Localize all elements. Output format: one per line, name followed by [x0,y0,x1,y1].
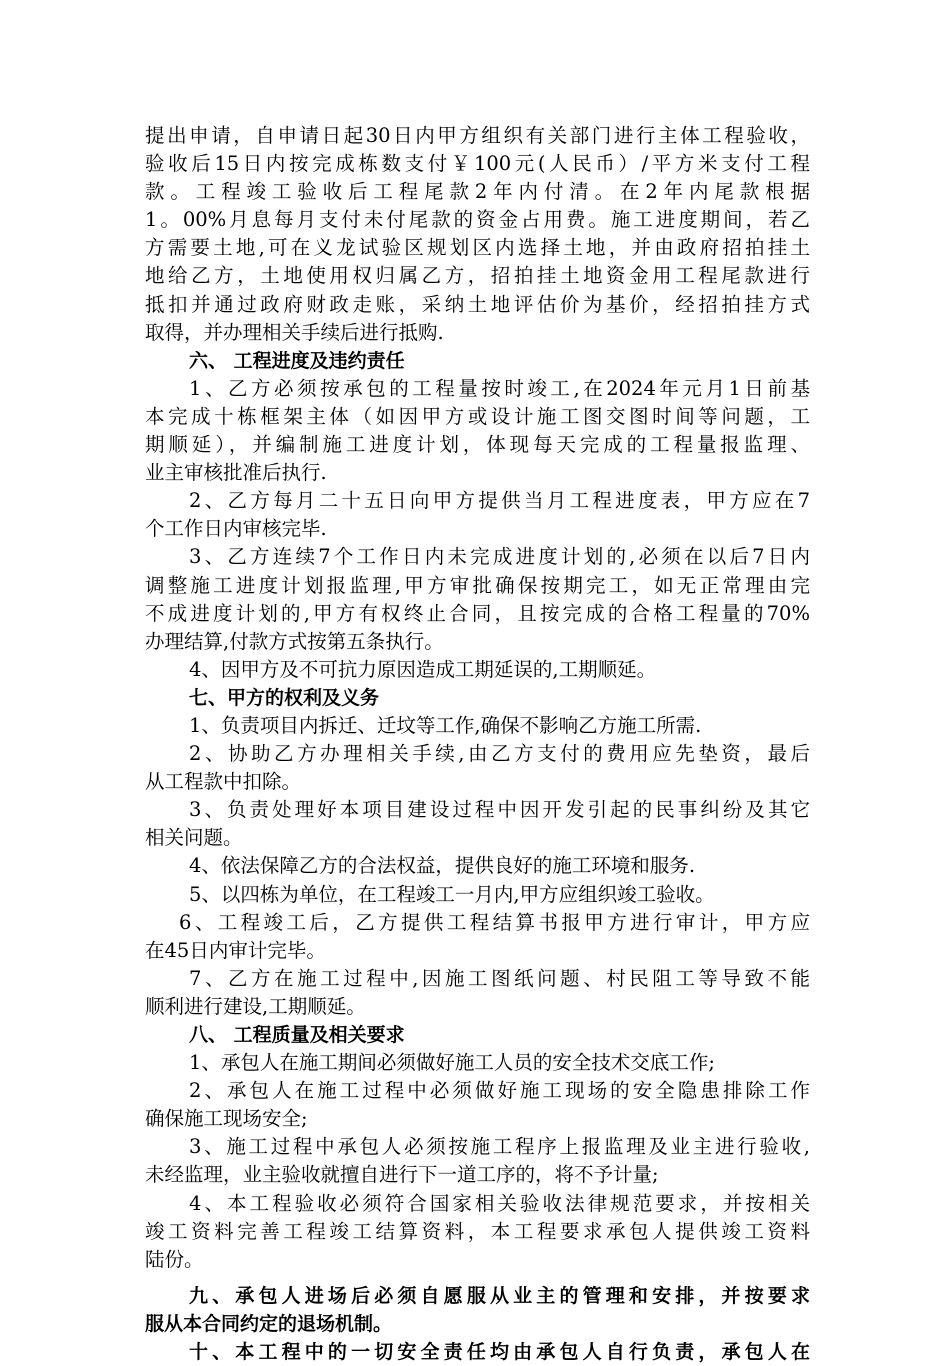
text-line: 4、本工程验收必须符合国家相关验收法律规范要求，并按相关 [189,1191,810,1215]
text-line: 4、依法保障乙方的合法权益，提供良好的施工环境和服务. [189,854,696,878]
text-line: 2、承包人在施工过程中必须做好施工现场的安全隐患排除工作 [189,1079,810,1103]
text-line: 本完成十栋框架主体（如因甲方或设计施工图交图时间等问题，工 [145,404,810,428]
text-line: 6、工程竣工后，乙方提供工程结算书报甲方进行审计，甲方应 [179,910,810,934]
text-line: 调整施工进度计划报监理,甲方审批确保按期完工，如无正常理由完 [145,573,810,597]
section-heading-line: 六、 工程进度及违约责任 [189,349,405,372]
document-page [145,122,810,1366]
text-line: 从工程款中扣除。 [145,770,302,794]
text-line: 抵扣并通过政府财政走账，采纳土地评估价为基价，经招拍挂方式 [145,292,810,316]
text-line: 1、承包人在施工期间必须做好施工人员的安全技术交底工作; [189,1051,715,1075]
text-line: 确保施工现场安全; [145,1107,308,1131]
text-line: 验收后15日内按完成栋数支付￥100元(人民币）/平方米支付工程 [145,152,810,176]
text-line: 1、负责项目内拆迁、迁坟等工作,确保不影响乙方施工所需. [189,713,702,737]
text-line: 地给乙方，土地使用权归属乙方，招拍挂土地资金用工程尾款进行 [145,264,810,288]
text-line: 竣工资料完善工程竣工结算资料，本工程要求承包人提供竣工资料 [145,1219,810,1243]
text-line: 2、协助乙方办理相关手续,由乙方支付的费用应先垫资，最后 [189,742,810,766]
text-line: 陆份。 [145,1247,204,1271]
text-line: 4、因甲方及不可抗力原因造成工期延误的,工期顺延。 [189,657,657,681]
text-line: 办理结算,付款方式按第五条执行。 [145,629,444,653]
text-line: 个工作日内审核完毕. [145,517,327,541]
text-line: 期顺延），并编制施工进度计划，体现每天完成的工程量报监理、 [145,433,810,457]
text-line: 不成进度计划的,甲方有权终止合同，且按完成的合格工程量的70% [145,601,810,625]
text-line: 3、负责处理好本项目建设过程中因开发引起的民事纠纷及其它 [189,798,810,822]
text-line: 顺利进行建设,工期顺延。 [145,994,366,1018]
text-line: 1。00%月息每月支付未付尾款的资金占用费。施工进度期间，若乙 [145,208,810,232]
text-line: 3、施工过程中承包人必须按施工程序上报监理及业主进行验收, [189,1135,810,1159]
text-line: 7、乙方在施工过程中,因施工图纸问题、村民阻工等导致不能 [189,966,810,990]
text-line: 相关问题。 [145,826,243,850]
text-line: 款。工程竣工验收后工程尾款2年内付清。在2年内尾款根据 [145,180,810,204]
section-heading-line: 十、本工程中的一切安全责任均由承包人自行负责，承包人在 [189,1341,810,1364]
text-line: 取得，并办理相关手续后进行抵购. [145,320,444,344]
section-heading-line: 七、甲方的权利及义务 [189,686,380,709]
section-heading-line: 八、 工程质量及相关要求 [189,1024,405,1046]
text-line: 1、乙方必须按承包的工程量按时竣工,在2024年元月1日前基 [189,376,810,400]
text-line: 5、以四栋为单位，在工程竣工一月内,甲方应组织竣工验收。 [189,882,715,906]
text-line: 2、乙方每月二十五日向甲方提供当月工程进度表，甲方应在7 [189,489,810,513]
text-line: 在45日内审计完毕。 [145,938,326,962]
text-line: 未经监理，业主验收就擅自进行下一道工序的，将不予计量; [145,1163,659,1187]
text-line: 3、乙方连续7个工作日内未完成进度计划的,必须在以后7日内 [189,545,810,569]
text-line: 业主审核批准后执行. [145,461,327,485]
section-heading-line: 服从本合同约定的退场机制。 [145,1312,393,1335]
text-line: 方需要土地,可在义龙试验区规划区内选择土地，并由政府招拍挂土 [145,236,810,260]
section-heading-line: 九、承包人进场后必须自愿服从业主的管理和安排，并按要求 [189,1284,810,1307]
text-line: 提出申请，自申请日起30日内甲方组织有关部门进行主体工程验收， [145,124,810,147]
